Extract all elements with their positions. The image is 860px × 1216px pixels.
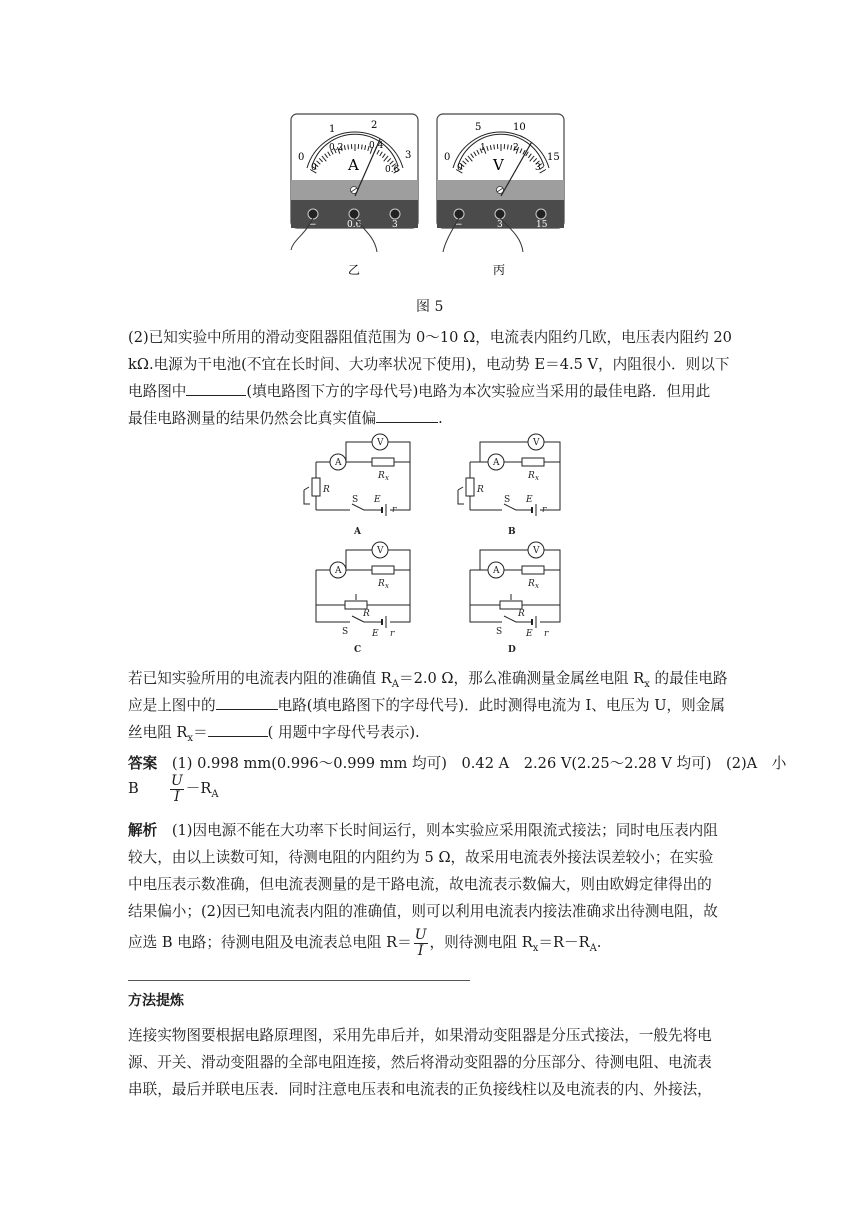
ammeter-device <box>291 114 418 252</box>
q3-line-1b: ＝2.0 Ω，那么准确测量金属丝电阻 R <box>398 670 645 687</box>
circuit-c-rx-sub: x <box>385 582 389 590</box>
q2-line-3b: (填电路图下方的字母代号)电路为本次实验应当采用的最佳电路．但用此 <box>246 383 711 400</box>
voltmeter-scale-top-2: 10 <box>513 122 526 133</box>
analysis-text-5-sub2: A <box>589 942 597 954</box>
answer-text-2a: B <box>128 780 139 797</box>
circuit-d-emf-label: E <box>526 629 533 639</box>
circuit-b-switch-label: S <box>504 495 511 505</box>
ammeter-terminal-0.6: 0.6 <box>347 220 362 230</box>
ammeter-terminal-3: 3 <box>392 220 398 230</box>
answer-fraction <box>170 774 184 805</box>
circuit-a-rx-label: R <box>378 471 385 481</box>
answer-text-2b: －R <box>185 780 212 797</box>
voltmeter-terminal-neg: − <box>455 220 463 230</box>
circuit-b-ammeter-label: A <box>493 458 500 468</box>
circuit-c-rx-label: R <box>378 579 385 589</box>
meter-tick <box>362 145 363 150</box>
circuit-b-voltmeter-label: V <box>533 438 540 448</box>
circuit-b-rheostat-label: R <box>477 485 484 495</box>
analysis-text-1: (1)因电源不能在大功率下长时间运行，则本实验应采用限流式接法；同时电压表内阻 <box>171 822 718 839</box>
circuit-b-label: B <box>508 527 516 537</box>
analysis-frac-den: I <box>417 942 424 959</box>
circuit-d-voltmeter-label: V <box>533 546 540 556</box>
ammeter-scale-bottom-3: 0.6 <box>385 165 400 175</box>
answer-label: 答案 <box>128 755 158 772</box>
circuit-c-rheostat-label: R <box>363 609 370 619</box>
analysis-line-4: 结果偏小；(2)因已知电流表内阻的准确值，则可以利用电流表内接法准确求出待测电阻，故 <box>128 903 718 920</box>
voltmeter-scale-bottom-3: 3 <box>535 163 541 173</box>
ammeter-terminal-neg: − <box>309 220 317 230</box>
circuit-a-emf-label: E <box>374 495 381 505</box>
analysis-text-5d: . <box>596 934 602 951</box>
analysis-line-5 <box>128 926 601 966</box>
q2-line-4b: . <box>438 410 443 427</box>
figure-label-bing: 丙 <box>493 263 506 277</box>
q2-answer-blank-bias[interactable] <box>376 405 438 423</box>
answer-text-2-sub: A <box>211 788 219 800</box>
q3-line-1c: 的最佳电路 <box>649 670 728 687</box>
voltmeter-unit-label: V <box>493 156 504 174</box>
meter-tick <box>508 145 509 150</box>
figure-5-meters <box>285 110 575 280</box>
circuit-a-rheostat-label: R <box>323 485 330 495</box>
q3-answer-blank-formula[interactable] <box>208 719 268 737</box>
voltmeter-scale-bottom-2: 2 <box>513 143 519 153</box>
circuit-d-rheostat-label: R <box>518 609 525 619</box>
circuit-d <box>470 550 560 628</box>
voltmeter-scale-top-0: 0 <box>444 152 451 163</box>
circuit-d-switch-label: S <box>496 627 503 637</box>
circuit-b-emf-label: E <box>526 495 533 505</box>
circuit-c-switch-label: S <box>342 627 349 637</box>
ammeter-scale-top-2: 2 <box>371 120 378 131</box>
method-line-2: 源、开关、滑动变阻器的全部电阻连接，然后将滑动变阻器的分压部分、待测电阻、电流表 <box>128 1054 712 1071</box>
q3-line-2b: 电路(填电路图下的字母代号)．此时测得电流为 I、电压为 U，则金属 <box>277 697 725 714</box>
analysis-text-5a: 应选 B 电路；待测电阻及电流表总电阻 R＝ <box>128 934 412 951</box>
analysis-label: 解析 <box>128 822 158 839</box>
circuit-b-rx-label: R <box>528 471 535 481</box>
ammeter-scale-bottom-1: 0.2 <box>329 143 344 153</box>
circuit-a-ammeter-label: A <box>335 458 342 468</box>
ammeter-scale-top-0: 0 <box>298 152 305 163</box>
circuit-c-r-label: r <box>390 629 395 639</box>
circuit-d-label: D <box>508 645 516 655</box>
circuit-b-rx-sub: x <box>535 474 539 482</box>
answer-frac-den: I <box>174 788 180 805</box>
circuit-c-ammeter-label: A <box>335 566 342 576</box>
answer-line-1 <box>128 750 786 777</box>
analysis-text-5c: ＝R－R <box>538 934 590 951</box>
circuit-a-switch-label: S <box>352 495 359 505</box>
q3-line-3c: ( 用题中字母代号表示). <box>267 724 420 741</box>
q2-line-3 <box>128 378 710 405</box>
analysis-line-3: 中电压表示数准确，但电流表测量的是干路电流，故电流表示数偏大，则由欧姆定律得出的 <box>128 876 712 893</box>
voltmeter-scale-bottom-0: 0 <box>457 163 463 173</box>
q3-line-1a: 若已知实验所用的电流表内阻的准确值 R <box>128 670 392 687</box>
voltmeter-device <box>437 114 564 252</box>
circuit-d-r-label: r <box>544 629 549 639</box>
ammeter-scale-bottom-0: 0 <box>311 163 317 173</box>
circuit-d-rx-label: R <box>528 579 535 589</box>
ammeter-scale-bottom-2: 0.4 <box>369 141 384 151</box>
circuit-diagrams <box>290 430 580 655</box>
analysis-line-1 <box>128 817 718 844</box>
answer-text-1: (1) 0.998 mm(0.996～0.999 mm 均可) 0.42 A 2.26 V(2.25～2.28 V 均可) (2)A 小 <box>171 755 787 772</box>
voltmeter-terminal-15: 15 <box>536 220 548 230</box>
circuit-c-voltmeter-label: V <box>377 546 384 556</box>
circuit-a-r-label: r <box>392 505 397 515</box>
voltmeter-scale-top-1: 5 <box>475 122 482 133</box>
voltmeter-terminal-3: 3 <box>497 220 503 230</box>
circuit-d-rx-sub: x <box>535 582 539 590</box>
method-title: 方法提炼 <box>128 993 184 1009</box>
q2-line-1: (2)已知实验中所用的滑动变阻器阻值范围为 0～10 Ω，电流表内阻约几欧，电压表内阻约 20 <box>128 329 732 346</box>
q3-line-3b: ＝ <box>193 724 208 741</box>
q3-line-2 <box>128 692 725 719</box>
answer-frac-num: U <box>170 772 183 789</box>
q3-line-3-sub: x <box>187 732 194 744</box>
q3-answer-blank-circuit[interactable] <box>216 692 278 710</box>
analysis-text-5-sub: x <box>532 942 539 954</box>
ammeter-scale-top-3: 3 <box>405 150 412 161</box>
analysis-frac-num: U <box>414 926 427 943</box>
method-line-1: 连接实物图要根据电路原理图，采用先串后并，如果滑动变阻器是分压式接法，一般先将电 <box>128 1027 712 1044</box>
circuit-c-emf-label: E <box>372 629 379 639</box>
circuit-c-label: C <box>354 645 362 655</box>
ammeter-unit-label: A <box>348 156 359 174</box>
q2-line-4 <box>128 405 443 432</box>
section-divider <box>128 980 470 981</box>
q3-line-1-sub: A <box>391 678 399 690</box>
q3-line-2a: 应是上图中的 <box>128 697 216 714</box>
meter-tick <box>348 145 349 150</box>
figure-label-yi: 乙 <box>348 263 361 277</box>
q2-answer-blank-circuit[interactable] <box>186 378 246 396</box>
circuit-a-rx-sub: x <box>385 474 389 482</box>
analysis-text-5b: ，则待测电阻 R <box>429 934 533 951</box>
method-line-3: 串联，最后并联电压表．同时注意电压表和电流表的正负接线柱以及电流表的内、外接法， <box>128 1081 712 1098</box>
q2-line-3a: 电路图中 <box>128 383 187 400</box>
q3-line-3 <box>128 719 420 752</box>
q2-line-4a: 最佳电路测量的结果仍然会比真实值偏 <box>128 410 377 427</box>
q3-line-3a: 丝电阻 R <box>128 724 188 741</box>
circuit-a-voltmeter-label: V <box>377 438 384 448</box>
analysis-fraction <box>414 928 428 959</box>
voltmeter-scale-bottom-1: 1 <box>480 143 486 153</box>
meter-tick <box>494 145 495 150</box>
circuit-a-label: A <box>354 527 361 537</box>
q3-line-1-sub2: x <box>644 678 650 690</box>
voltmeter-scale-top-3: 15 <box>547 152 560 163</box>
circuit-b-r-label: r <box>542 505 547 515</box>
figure-caption: 图 5 <box>416 299 444 315</box>
ammeter-scale-top-1: 1 <box>329 124 336 135</box>
circuit-d-ammeter-label: A <box>493 566 500 576</box>
analysis-line-2: 较大，由以上读数可知，待测电阻的内阻约为 5 Ω，故采用电流表外接法误差较小；在实验 <box>128 849 714 866</box>
answer-line-2 <box>128 772 219 812</box>
q2-line-2: kΩ.电源为干电池(不宜在长时间、大功率状况下使用)，电动势 E＝4.5 V，内阻很小．则以下 <box>128 356 730 373</box>
